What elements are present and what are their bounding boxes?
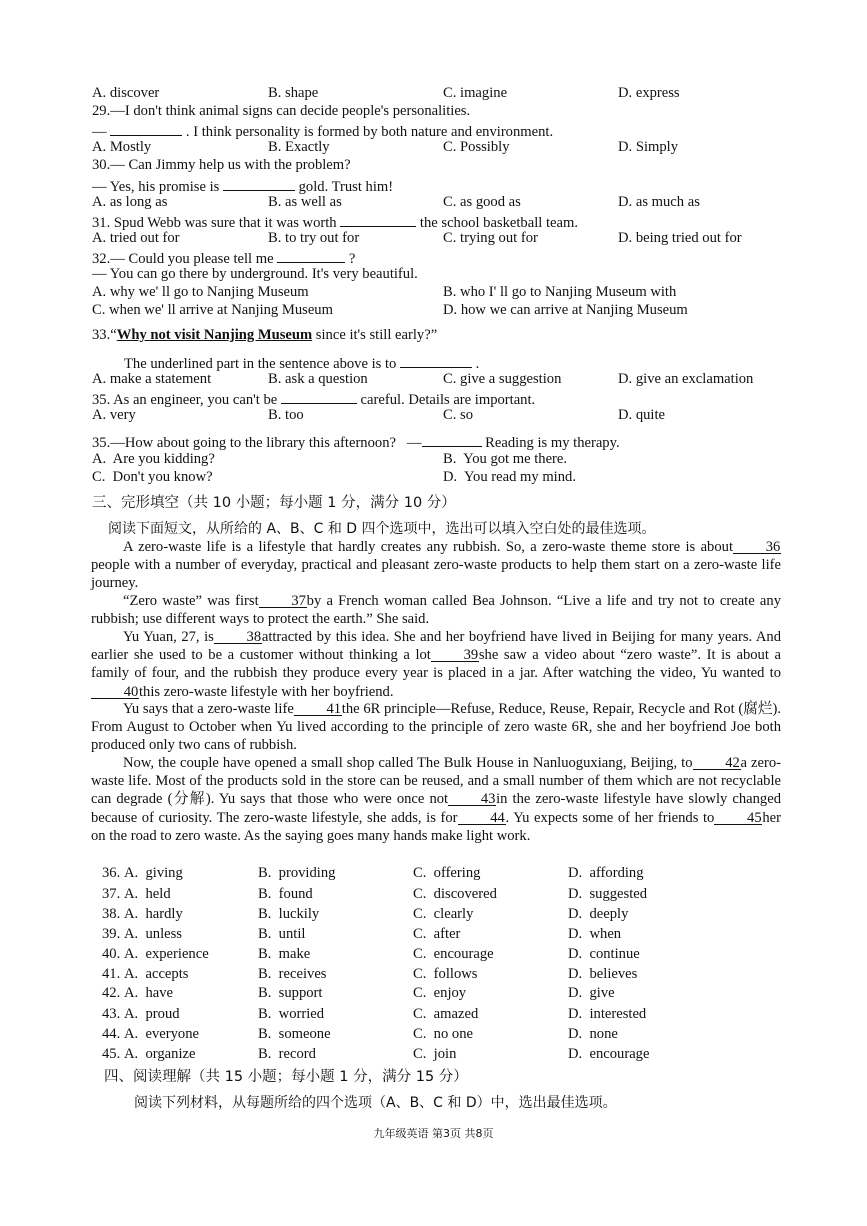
q35-before: 35.—How about going to the library this afternoon? — <box>92 435 422 451</box>
cloze-number: 42. <box>102 985 121 1001</box>
cloze-option-d: D. none <box>568 1026 618 1042</box>
section4-instruction: 阅读下列材料，从每题所给的四个选项（A、B、C 和 D）中，选出最佳选项。 <box>134 1095 617 1111</box>
passage-text: “Zero waste” was first <box>123 593 259 609</box>
answer-blank <box>340 211 416 227</box>
passage-paragraph-4 <box>91 700 781 755</box>
passage-text: Yu Yuan, 27, is <box>123 629 214 645</box>
q29-option-b: B. Exactly <box>268 139 330 155</box>
cloze-option-a: A. giving <box>124 865 183 881</box>
q34-option-a: A. very <box>92 407 136 423</box>
cloze-blank-38: 38 <box>214 628 262 644</box>
cloze-option-a: A. everyone <box>124 1026 199 1042</box>
passage-paragraph-1 <box>91 538 781 593</box>
cloze-option-d: D. encourage <box>568 1046 650 1062</box>
cloze-number: 45. <box>102 1046 121 1062</box>
cloze-option-b: B. found <box>258 886 313 902</box>
q28-option-c: C. imagine <box>443 85 508 101</box>
passage-paragraph-3 <box>91 628 781 701</box>
cloze-option-c: C. after <box>413 926 461 942</box>
q33-option-c: C. give a suggestion <box>443 371 562 387</box>
passage-text: Yu says that a zero-waste life <box>123 701 294 717</box>
cloze-number: 37. <box>102 886 121 902</box>
passage-text: attracted by this idea. She and her boyfriend have lived in Beijing for many years. And earlier she used to be a customer without thinking a lot <box>91 629 781 664</box>
q30-reply-before: — Yes, his promise is <box>92 179 220 195</box>
cloze-option-b: B. receives <box>258 966 327 982</box>
q30-option-b: B. as well as <box>268 194 342 210</box>
cloze-option-d: D. affording <box>568 865 644 881</box>
cloze-option-b: B. luckily <box>258 906 320 922</box>
cloze-option-c: C. follows <box>413 966 478 982</box>
cloze-number: 38. <box>102 906 121 922</box>
passage-text: the 6R principle—Refuse, Reduce, Reuse, Repair, Recycle and Rot (腐烂). From August to October when Yu lived according to the principle of zero waste 6R, she and her boyfriend Joe both produced only two cans of rubbish. <box>91 701 781 754</box>
passage-paragraph-5 <box>91 754 781 845</box>
q29-reply-text: . I think personality is formed by both nature and environment. <box>185 124 554 140</box>
q32-option-a: A. why we' ll go to Nanjing Museum <box>92 284 309 300</box>
q32-option-c: C. when we' ll arrive at Nanjing Museum <box>92 302 333 318</box>
q30-option-a: A. as long as <box>92 194 168 210</box>
answer-blank <box>277 247 345 263</box>
answer-blank <box>281 388 357 404</box>
cloze-option-b: B. worried <box>258 1006 325 1022</box>
cloze-option-c: C. encourage <box>413 946 494 962</box>
q33-question-text: The underlined part in the sentence above is to <box>124 356 397 372</box>
passage-text: a zero-waste life. Most of the products sold in the store can be reused, and a small number of them which are not recyclable can degrade (分解). Yu says that those who were once not <box>91 755 781 808</box>
q31-option-b: B. to try out for <box>268 230 360 246</box>
q28-option-d: D. express <box>618 85 680 101</box>
passage-text: she saw a video about “zero waste”. It is about a family of four, and the rubbish they produce every year is placed in a jar. After watching the video, Yu wanted to <box>91 647 781 682</box>
q32-option-d: D. how we can arrive at Nanjing Museum <box>443 302 688 318</box>
q35-option-d: D. You read my mind. <box>443 469 576 485</box>
passage-paragraph-2 <box>91 592 781 628</box>
q33-stem <box>92 326 437 344</box>
q33-option-b: B. ask a question <box>268 371 368 387</box>
q31-before: 31. Spud Webb was sure that it was worth <box>92 215 337 231</box>
q29-option-a: A. Mostly <box>92 139 152 155</box>
q32-stem-end: ? <box>348 251 356 267</box>
cloze-option-b: B. someone <box>258 1026 331 1042</box>
cloze-option-a: A. experience <box>124 946 209 962</box>
q32-option-b: B. who I' ll go to Nanjing Museum with <box>443 284 677 300</box>
q29-option-c: C. Possibly <box>443 139 510 155</box>
cloze-option-a: A. organize <box>124 1046 196 1062</box>
q30-stem: 30.— Can Jimmy help us with the problem? <box>92 157 351 173</box>
passage-text: people with a number of everyday, practical and pleasant zero-waste products to help them start on a zero-waste life journey. <box>91 557 781 592</box>
cloze-number: 41. <box>102 966 121 982</box>
cloze-blank-41: 41 <box>294 700 342 716</box>
cloze-option-d: D. give <box>568 985 615 1001</box>
q35-option-a: A. Are you kidding? <box>92 451 215 467</box>
cloze-blank-39: 39 <box>431 646 479 662</box>
q31-option-d: D. being tried out for <box>618 230 742 246</box>
section3-instruction: 阅读下面短文，从所给的 A、B、C 和 D 四个选项中，选出可以填入空白处的最佳选项。 <box>108 521 656 537</box>
cloze-option-a: A. held <box>124 886 171 902</box>
answer-blank <box>422 431 482 447</box>
q35-option-c: C. Don't you know? <box>92 469 213 485</box>
cloze-option-c: C. no one <box>413 1026 473 1042</box>
q28-option-b: B. shape <box>268 85 319 101</box>
cloze-option-a: A. have <box>124 985 174 1001</box>
passage-text: in the zero-waste lifestyle have slowly changed because of curiosity. The zero-waste lifestyle, she adds, is for <box>91 791 781 826</box>
cloze-number: 39. <box>102 926 121 942</box>
cloze-option-b: B. record <box>258 1046 316 1062</box>
cloze-option-b: B. until <box>258 926 306 942</box>
cloze-blank-36: 36 <box>733 538 781 554</box>
q31-after: the school basketball team. <box>419 215 578 231</box>
answer-blank <box>223 175 295 191</box>
cloze-option-a: A. hardly <box>124 906 183 922</box>
answer-blank <box>400 352 472 368</box>
q33-prefix: 33.“ <box>92 327 117 343</box>
q35-after: Reading is my therapy. <box>485 435 620 451</box>
cloze-option-d: D. believes <box>568 966 638 982</box>
cloze-option-b: B. make <box>258 946 311 962</box>
q33-underlined-part: Why not visit Nanjing Museum <box>116 327 313 343</box>
q35-stem <box>92 431 620 452</box>
q35-option-b: B. You got me there. <box>443 451 568 467</box>
q30-option-d: D. as much as <box>618 194 700 210</box>
cloze-option-b: B. support <box>258 985 323 1001</box>
cloze-option-b: B. providing <box>258 865 336 881</box>
cloze-option-a: A. unless <box>124 926 182 942</box>
cloze-number: 40. <box>102 946 121 962</box>
q29-reply: — . I think personality is formed by both nature and environment. <box>92 120 553 141</box>
cloze-option-c: C. offering <box>413 865 481 881</box>
q33-option-d: D. give an exclamation <box>618 371 754 387</box>
cloze-blank-42: 42 <box>693 754 741 770</box>
q34-option-d: D. quite <box>618 407 666 423</box>
cloze-blank-43: 43 <box>448 790 496 806</box>
q34-before: 35. As an engineer, you can't be <box>92 392 278 408</box>
page-footer: 九年级英语 第3页 共8页 <box>373 1127 494 1140</box>
cloze-option-c: C. amazed <box>413 1006 479 1022</box>
section4-title: 四、阅读理解（共 15 小题；每小题 1 分，满分 15 分） <box>104 1069 468 1085</box>
passage-text: Now, the couple have opened a small shop called The Bulk House in Nanluoguxiang, Beijing, to <box>123 755 693 771</box>
cloze-option-d: D. deeply <box>568 906 629 922</box>
q30-reply-after: gold. Trust him! <box>298 179 394 195</box>
q34-after: careful. Details are important. <box>360 392 536 408</box>
q34-option-b: B. too <box>268 407 304 423</box>
cloze-number: 36. <box>102 865 121 881</box>
cloze-option-a: A. accepts <box>124 966 189 982</box>
cloze-blank-45: 45 <box>714 809 762 825</box>
passage-text: her on the road to zero waste. As the saying goes many hands make light work. <box>91 809 781 844</box>
cloze-blank-40: 40 <box>91 683 139 699</box>
cloze-option-d: D. continue <box>568 946 640 962</box>
q32-stem-text: 32.— Could you please tell me <box>92 251 274 267</box>
q34-option-c: C. so <box>443 407 474 423</box>
q30-option-c: C. as good as <box>443 194 521 210</box>
q32-reply: — You can go there by underground. It's very beautiful. <box>92 266 418 282</box>
q28-option-a: A. discover <box>92 85 160 101</box>
section3-title: 三、完形填空（共 10 小题；每小题 1 分，满分 10 分） <box>92 495 456 511</box>
cloze-option-c: C. join <box>413 1046 457 1062</box>
q31-option-a: A. tried out for <box>92 230 180 246</box>
cloze-option-c: C. clearly <box>413 906 474 922</box>
answer-blank <box>110 120 182 136</box>
q33-option-a: A. make a statement <box>92 371 212 387</box>
q29-option-d: D. Simply <box>618 139 679 155</box>
cloze-option-c: C. discovered <box>413 886 497 902</box>
cloze-option-d: D. interested <box>568 1006 647 1022</box>
cloze-number: 44. <box>102 1026 121 1042</box>
cloze-option-c: C. enjoy <box>413 985 467 1001</box>
cloze-option-a: A. proud <box>124 1006 180 1022</box>
cloze-blank-44: 44 <box>458 809 506 825</box>
passage-text: . Yu expects some of her friends to <box>505 809 715 826</box>
cloze-number: 43. <box>102 1006 121 1022</box>
cloze-option-d: D. when <box>568 926 622 942</box>
q29-stem: 29.—I don't think animal signs can decide people's personalities. <box>92 103 471 119</box>
q33-question-end: . <box>475 356 480 372</box>
q33-suffix: since it's still early?” <box>312 327 438 343</box>
passage-text: this zero-waste lifestyle with her boyfriend. <box>139 683 394 700</box>
cloze-blank-37: 37 <box>259 592 307 608</box>
q31-option-c: C. trying out for <box>443 230 538 246</box>
passage-text: by a French woman called Bea Johnson. “Live a life and try not to create any rubbish; use different ways to protect the earth.” She said. <box>91 593 782 628</box>
passage-text: A zero-waste life is a lifestyle that hardly creates any rubbish. So, a zero-waste theme store is about <box>123 539 733 555</box>
cloze-option-d: D. suggested <box>568 886 648 902</box>
